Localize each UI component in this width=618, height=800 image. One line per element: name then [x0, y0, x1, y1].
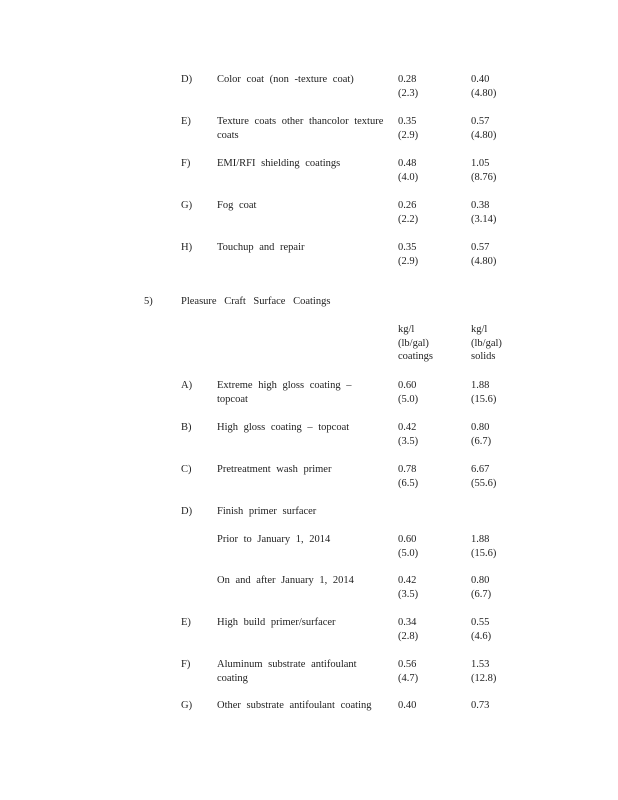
coatings-value — [398, 699, 416, 713]
value-line: 1.53 — [471, 659, 490, 670]
solids-value — [471, 533, 496, 560]
value-line: (2.3) — [398, 87, 419, 99]
value-line: (2.9) — [398, 255, 419, 267]
coatings-value — [398, 157, 418, 184]
row-letter: C) — [181, 464, 192, 475]
value-line: (6.7) — [471, 435, 492, 447]
solids-value — [471, 241, 496, 268]
row-letter: F) — [181, 659, 191, 670]
solids-value — [471, 199, 496, 226]
value-line: 0.26 — [398, 200, 417, 211]
value-line: 0.38 — [471, 200, 490, 211]
value-line: (8.76) — [471, 171, 497, 183]
value-line: 0.80 — [471, 575, 490, 586]
value-line: (55.6) — [471, 477, 497, 489]
row-description: Texture coats other thancolor texture coats — [217, 116, 384, 141]
value-line: 0.57 — [471, 116, 490, 127]
value-line: (4.0) — [398, 171, 419, 183]
value-line: 0.48 — [398, 158, 417, 169]
value-line: (2.2) — [398, 213, 419, 225]
coatings-value — [398, 115, 418, 142]
section-title: Pleasure Craft Surface Coatings — [181, 296, 331, 307]
solids-value — [471, 421, 491, 448]
value-line: (5.0) — [398, 393, 419, 405]
row-description: Prior to January 1, 2014 — [217, 534, 331, 545]
row-description: Pretreatment wash primer — [217, 464, 332, 475]
header-coatings-line: kg/l — [398, 324, 415, 335]
row-description: Fog coat — [217, 200, 257, 211]
value-line: (3.14) — [471, 213, 497, 225]
row-letter: G) — [181, 700, 193, 711]
solids-value — [471, 574, 491, 601]
value-line: 1.88 — [471, 534, 490, 545]
coatings-value — [398, 463, 418, 490]
row-description: On and after January 1, 2014 — [217, 575, 354, 586]
value-line: 1.88 — [471, 380, 490, 391]
value-line: (3.5) — [398, 588, 419, 600]
row-description: Color coat (non -texture coat) — [217, 74, 354, 85]
value-line: (2.9) — [398, 129, 419, 141]
row-description: Extreme high gloss coating – topcoat — [217, 380, 352, 405]
value-line: 0.34 — [398, 617, 417, 628]
solids-value — [471, 658, 496, 685]
value-line: 0.80 — [471, 422, 490, 433]
coatings-value — [398, 199, 418, 226]
row-description: High build primer/surfacer — [217, 617, 336, 628]
value-line: (4.6) — [471, 630, 492, 642]
value-line: (6.5) — [398, 477, 419, 489]
value-line: 0.56 — [398, 659, 417, 670]
row-letter: F) — [181, 158, 191, 169]
row-description: High gloss coating – topcoat — [217, 422, 350, 433]
header-solids-line: solids — [471, 351, 496, 362]
coatings-value — [398, 533, 418, 560]
coatings-value — [398, 574, 418, 601]
value-line: (4.7) — [398, 672, 419, 684]
value-line: 0.40 — [471, 74, 490, 85]
row-description: Finish primer surfacer — [217, 506, 317, 517]
row-letter: H) — [181, 242, 193, 253]
value-line: 0.35 — [398, 116, 417, 127]
coatings-value — [398, 616, 418, 643]
value-line: 0.57 — [471, 242, 490, 253]
value-line: 0.60 — [398, 534, 417, 545]
header-solids-line: (lb/gal) — [471, 337, 502, 349]
row-letter: A) — [181, 380, 193, 391]
row-letter: D) — [181, 506, 193, 517]
solids-value — [471, 616, 491, 643]
value-line: 0.60 — [398, 380, 417, 391]
value-line: 0.73 — [471, 700, 490, 711]
solids-value — [471, 463, 496, 490]
coatings-value — [398, 658, 418, 685]
row-letter: E) — [181, 116, 191, 127]
row-description: Aluminum substrate antifoulant coating — [217, 659, 357, 684]
value-line: 0.55 — [471, 617, 490, 628]
coatings-value — [398, 379, 418, 406]
value-line: (12.8) — [471, 672, 497, 684]
value-line: (4.80) — [471, 129, 497, 141]
solids-value — [471, 379, 496, 406]
header-coatings-line: coatings — [398, 351, 433, 362]
row-letter: D) — [181, 74, 193, 85]
header-solids — [471, 323, 502, 364]
value-line: 0.35 — [398, 242, 417, 253]
value-line: (5.0) — [398, 547, 419, 559]
value-line: 0.42 — [398, 422, 417, 433]
value-line: 0.40 — [398, 700, 417, 711]
coatings-value — [398, 73, 418, 100]
row-letter: G) — [181, 200, 193, 211]
value-line: (15.6) — [471, 547, 497, 559]
solids-value — [471, 699, 489, 713]
value-line: 0.28 — [398, 74, 417, 85]
value-line: 0.42 — [398, 575, 417, 586]
header-coatings — [398, 323, 433, 364]
solids-value — [471, 157, 496, 184]
value-line: 0.78 — [398, 464, 417, 475]
header-solids-line: kg/l — [471, 324, 488, 335]
header-coatings-line: (lb/gal) — [398, 337, 429, 349]
value-line: (15.6) — [471, 393, 497, 405]
row-letter: E) — [181, 617, 191, 628]
value-line: 6.67 — [471, 464, 490, 475]
value-line: (2.8) — [398, 630, 419, 642]
coatings-value — [398, 421, 418, 448]
value-line: (3.5) — [398, 435, 419, 447]
row-letter: B) — [181, 422, 192, 433]
value-line: (4.80) — [471, 255, 497, 267]
row-description: Other substrate antifoulant coating — [217, 700, 372, 711]
value-line: (4.80) — [471, 87, 497, 99]
coatings-value — [398, 241, 418, 268]
row-description: Touchup and repair — [217, 242, 305, 253]
solids-value — [471, 115, 496, 142]
value-line: 1.05 — [471, 158, 490, 169]
solids-value — [471, 73, 496, 100]
row-description: EMI/RFI shielding coatings — [217, 158, 341, 169]
section-number: 5) — [144, 296, 153, 307]
value-line: (6.7) — [471, 588, 492, 600]
